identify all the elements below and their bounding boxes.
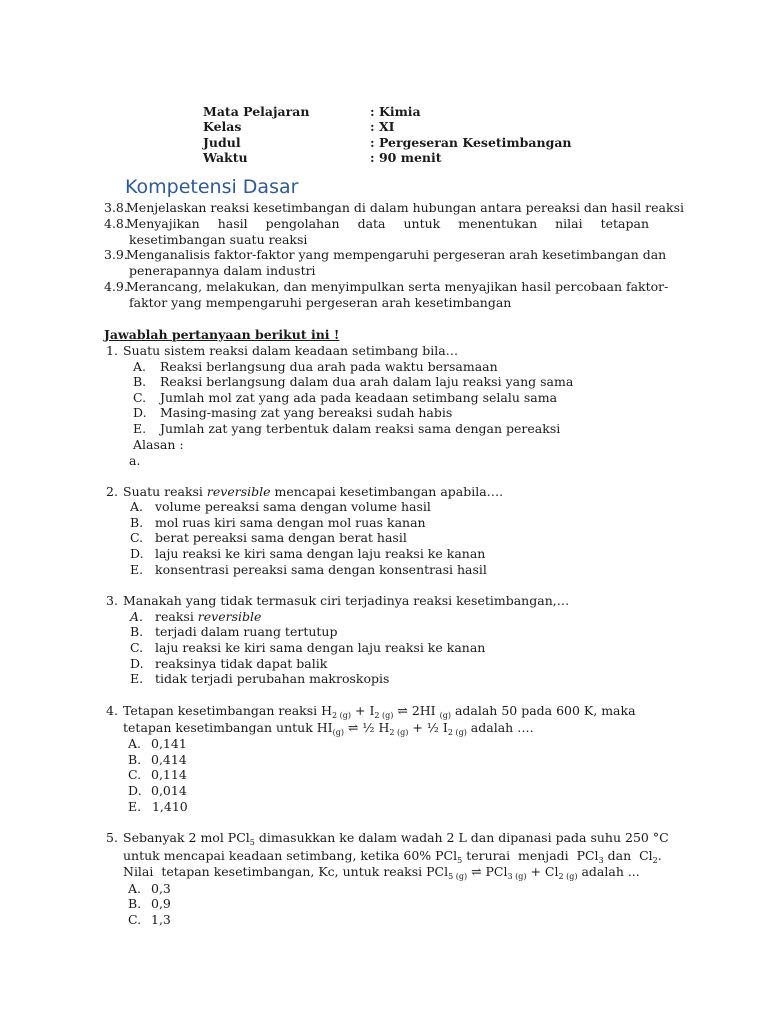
text-part: ⇌ 2HI bbox=[393, 703, 440, 718]
text-part: Nilai tetapan kesetimbangan, Kc, untuk reaksi PCl bbox=[123, 864, 449, 879]
question-text-line2 bbox=[123, 720, 534, 735]
option-letter: E. bbox=[128, 799, 142, 814]
question-text-italic: reversible bbox=[206, 484, 271, 499]
option-text[interactable]: volume pereaksi sama dengan volume hasil bbox=[155, 499, 431, 514]
kd-text: penerapannya dalam industri bbox=[129, 263, 316, 278]
kd-number: 3.8. bbox=[104, 200, 128, 215]
option-letter: B. bbox=[128, 752, 142, 767]
text-part: adalah 50 pada 600 K, maka bbox=[450, 703, 636, 718]
option-letter: B. bbox=[133, 374, 147, 389]
option-letter: D. bbox=[133, 405, 147, 420]
subscript: (g) bbox=[332, 728, 344, 737]
option-text[interactable]: Masing-masing zat yang bereaksi sudah habis bbox=[160, 405, 453, 420]
option-text[interactable]: mol ruas kiri sama dengan mol ruas kanan bbox=[155, 515, 426, 530]
text-part: adalah ... bbox=[577, 864, 640, 879]
option-text[interactable]: 0,9 bbox=[151, 896, 171, 911]
option-text[interactable]: 0,141 bbox=[151, 736, 187, 751]
option-letter: C. bbox=[128, 767, 142, 782]
subscript: 2 (g) bbox=[447, 728, 467, 737]
option-letter: A. bbox=[133, 359, 147, 374]
question-text-line1 bbox=[123, 830, 669, 845]
option-text[interactable]: reaksinya tidak dapat balik bbox=[155, 656, 328, 671]
question-text-part: mencapai kesetimbangan apabila…. bbox=[270, 484, 504, 499]
text-part: untuk mencapai keadaan setimbang, ketika 60% PCl bbox=[123, 848, 458, 863]
kd-text: Menyajikan hasil pengolahan data untuk menentukan nilai tetapan bbox=[126, 216, 649, 231]
text-part: adalah …. bbox=[466, 720, 534, 735]
option-letter: C. bbox=[130, 640, 144, 655]
question-number: 4. bbox=[106, 703, 118, 718]
reason-label: Alasan : bbox=[133, 437, 184, 452]
option-text[interactable]: 1,3 bbox=[151, 912, 171, 927]
kd-text: Merancang, melakukan, dan menyimpulkan serta menyajikan hasil percobaan faktor- bbox=[126, 279, 669, 294]
kompetensi-title: Kompetensi Dasar bbox=[125, 176, 299, 198]
question-text-part: Suatu reaksi bbox=[123, 484, 207, 499]
option-text[interactable]: Reaksi berlangsung dua arah pada waktu bersamaan bbox=[160, 359, 498, 374]
question-text-line3 bbox=[123, 864, 640, 879]
option-letter: C. bbox=[128, 912, 142, 927]
text-part: . bbox=[657, 848, 662, 863]
option-letter: B. bbox=[130, 515, 144, 530]
option-text[interactable]: 0,114 bbox=[151, 767, 187, 782]
text-part: Sebanyak 2 mol PCl bbox=[123, 830, 250, 845]
text-part: ⇌ PCl bbox=[467, 864, 508, 879]
option-letter: D. bbox=[130, 546, 144, 561]
option-text[interactable]: Reaksi berlangsung dalam dua arah dalam laju reaksi yang sama bbox=[160, 374, 574, 389]
option-text[interactable] bbox=[155, 609, 261, 624]
kd-text: faktor yang mempengaruhi pergeseran arah kesetimbangan bbox=[129, 295, 512, 310]
option-letter: A. bbox=[128, 736, 142, 751]
subscript: 2 bbox=[652, 856, 658, 865]
text-part: + I bbox=[351, 703, 375, 718]
text-part: dimasukkan ke dalam wadah 2 L dan dipanasi pada suhu 250 °C bbox=[254, 830, 669, 845]
kd-text: kesetimbangan suatu reaksi bbox=[129, 232, 308, 247]
subscript: (g) bbox=[439, 711, 451, 720]
kd-number: 4.8. bbox=[104, 216, 128, 231]
option-letter: C. bbox=[130, 530, 144, 545]
option-text-italic: reversible bbox=[197, 609, 262, 624]
text-part: Tetapan kesetimbangan reaksi H bbox=[123, 703, 333, 718]
text-part: + Cl bbox=[526, 864, 559, 879]
option-text[interactable]: Jumlah mol zat yang ada pada keadaan setimbang selalu sama bbox=[160, 390, 558, 405]
option-text[interactable]: terjadi dalam ruang tertutup bbox=[155, 624, 338, 639]
subscript: 3 (g) bbox=[507, 872, 527, 881]
option-letter: E. bbox=[130, 562, 144, 577]
header-label-class: Kelas bbox=[203, 119, 242, 134]
text-part: ⇌ ½ H bbox=[343, 720, 390, 735]
question-number: 3. bbox=[106, 593, 118, 608]
option-letter: B. bbox=[128, 896, 142, 911]
subscript: 5 (g) bbox=[448, 872, 468, 881]
header-value-subject: : Kimia bbox=[370, 104, 421, 119]
option-letter: A. bbox=[130, 609, 144, 624]
option-text[interactable]: Jumlah zat yang terbentuk dalam reaksi sama dengan pereaksi bbox=[160, 421, 561, 436]
header-value-time: : 90 menit bbox=[370, 150, 442, 165]
option-letter: B. bbox=[130, 624, 144, 639]
option-text[interactable]: berat pereaksi sama dengan berat hasil bbox=[155, 530, 407, 545]
option-text[interactable]: tidak terjadi perubahan makroskopis bbox=[155, 671, 390, 686]
option-letter: D. bbox=[130, 656, 144, 671]
question-text-line1 bbox=[123, 703, 636, 718]
subscript: 3 bbox=[598, 856, 604, 865]
header-label-title: Judul bbox=[203, 135, 241, 150]
option-letter: D. bbox=[128, 783, 142, 798]
subscript: 5 bbox=[249, 838, 255, 847]
option-letter: C. bbox=[133, 390, 147, 405]
header-value-class: : XI bbox=[370, 119, 395, 134]
subscript: 2 (g) bbox=[332, 711, 352, 720]
subscript: 2 (g) bbox=[374, 711, 394, 720]
option-letter: E. bbox=[130, 671, 144, 686]
option-text[interactable]: 0,414 bbox=[151, 752, 187, 767]
option-text[interactable]: laju reaksi ke kiri sama dengan laju reaksi ke kanan bbox=[155, 640, 486, 655]
kd-text: Menganalisis faktor-faktor yang mempengaruhi pergeseran arah kesetimbangan dan bbox=[126, 247, 667, 262]
question-text: Suatu sistem reaksi dalam keadaan setimbang bila… bbox=[123, 343, 459, 358]
subscript: 2 (g) bbox=[558, 872, 578, 881]
option-text[interactable]: konsentrasi pereaksi sama dengan konsentrasi hasil bbox=[155, 562, 487, 577]
question-number: 2. bbox=[106, 484, 118, 499]
subscript: 2 (g) bbox=[389, 728, 409, 737]
question-text bbox=[123, 484, 503, 499]
text-part: tetapan kesetimbangan untuk HI bbox=[123, 720, 333, 735]
text-part: terurai menjadi PCl bbox=[462, 848, 599, 863]
kd-number: 3.9. bbox=[104, 247, 128, 262]
header-label-subject: Mata Pelajaran bbox=[203, 104, 310, 119]
question-number: 1. bbox=[106, 343, 118, 358]
header-value-title: : Pergeseran Kesetimbangan bbox=[370, 135, 572, 150]
reason-item-a: a. bbox=[129, 453, 141, 468]
option-text[interactable]: laju reaksi ke kiri sama dengan laju reaksi ke kanan bbox=[155, 546, 486, 561]
option-text[interactable]: 1,410 bbox=[148, 799, 188, 814]
text-part: dan Cl bbox=[603, 848, 653, 863]
option-letter: A. bbox=[130, 499, 144, 514]
kd-text: Menjelaskan reaksi kesetimbangan di dalam hubungan antara pereaksi dan hasil reaksi bbox=[126, 200, 684, 215]
kd-number: 4.9. bbox=[104, 279, 128, 294]
question-text: Manakah yang tidak termasuk ciri terjadinya reaksi kesetimbangan,… bbox=[123, 593, 570, 608]
option-letter: A. bbox=[128, 881, 142, 896]
text-part: + ½ I bbox=[408, 720, 448, 735]
option-text[interactable]: 0,3 bbox=[151, 881, 171, 896]
subscript: 5 bbox=[457, 856, 463, 865]
option-letter: E. bbox=[133, 421, 147, 436]
option-text[interactable]: 0,014 bbox=[151, 783, 187, 798]
question-number: 5. bbox=[106, 830, 118, 845]
question-text-line2 bbox=[123, 848, 662, 863]
header-label-time: Waktu bbox=[203, 150, 248, 165]
instruction-heading: Jawablah pertanyaan berikut ini ! bbox=[104, 327, 340, 342]
option-text-part: reaksi bbox=[155, 609, 198, 624]
